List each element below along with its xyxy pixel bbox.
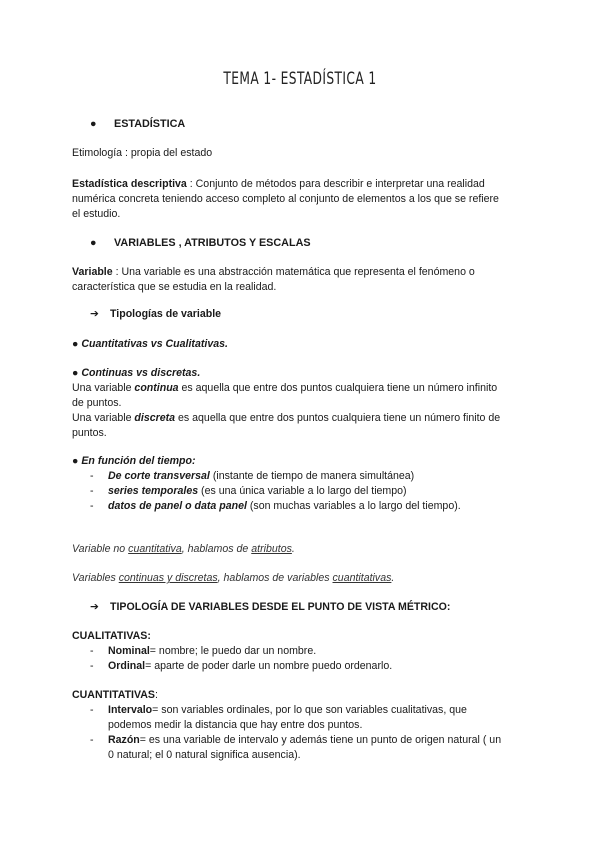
bullet-icon: ● — [90, 118, 97, 130]
term: Intervalo — [108, 704, 153, 716]
page-title: TEMA 1- ESTADÍSTICA 1 — [223, 69, 377, 89]
list-item — [72, 703, 532, 733]
subheading-tipologias — [90, 307, 550, 322]
definition-text: el estudio. — [72, 208, 121, 220]
dash-icon: - — [90, 645, 94, 657]
cuantitativas-list — [72, 703, 532, 763]
term: De corte transversal — [108, 470, 210, 482]
tiempo-list — [72, 469, 532, 514]
term: Razón — [108, 734, 140, 746]
definition-text: característica que se estudia en la realidad. — [72, 281, 277, 293]
text: , hablamos de variables — [217, 572, 333, 584]
list-item — [72, 644, 532, 659]
arrow-icon: ➔ — [90, 601, 99, 613]
term: datos de panel o data panel — [108, 500, 247, 512]
heading-text: ESTADÍSTICA — [114, 118, 186, 130]
note-cuantitativas — [72, 571, 532, 586]
text: de puntos. — [72, 397, 122, 409]
text: es aquella que entre dos puntos cualquiera tiene un número finito de — [175, 412, 501, 424]
section-heading-variables — [90, 236, 550, 251]
list-item — [72, 659, 532, 674]
term: Estadística descriptiva — [72, 178, 187, 190]
text: : — [154, 689, 158, 701]
text: (instante de tiempo de manera simultánea) — [209, 470, 415, 482]
definition-text: : Una variable es una abstracción matemática que representa el fenómeno o — [112, 266, 475, 278]
section-heading-estadistica — [90, 117, 550, 132]
dash-icon: - — [90, 734, 94, 746]
category-heading: CUANTITATIVAS — [72, 689, 155, 701]
text: Una variable — [72, 412, 135, 424]
subheading-metrico — [90, 600, 570, 615]
text: (son muchas variables a lo largo del tiempo). — [246, 500, 461, 512]
term: series temporales — [108, 485, 199, 497]
definition-descriptiva — [72, 177, 532, 222]
category-heading: CUALITATIVAS: — [72, 630, 151, 642]
etimologia-line: Etimología : propia del estado — [72, 147, 213, 159]
text: es aquella que entre dos puntos cualquiera tiene un número infinito — [178, 382, 498, 394]
term: discreta — [134, 412, 176, 424]
heading-text: Tipologías de variable — [110, 308, 222, 320]
continuas-vs-discretas — [72, 366, 532, 441]
dash-icon: - — [90, 704, 94, 716]
cuantitativas-section — [72, 688, 532, 763]
term: cuantitativas — [332, 572, 392, 584]
dash-icon: - — [90, 500, 94, 512]
cuantitativas-vs-cualitativas: ● Cuantitativas vs Cualitativas. — [72, 338, 228, 350]
cualitativas-section — [72, 629, 532, 674]
text: . — [291, 543, 295, 555]
heading-text: VARIABLES , ATRIBUTOS Y ESCALAS — [114, 237, 311, 249]
text: = nombre; le puedo dar un nombre. — [149, 645, 317, 657]
arrow-icon: ➔ — [90, 308, 99, 320]
definition-text: : Conjunto de métodos para describir e interpretar una realidad — [186, 178, 485, 190]
text: . — [391, 572, 395, 584]
dash-icon: - — [90, 470, 94, 482]
text: , hablamos de — [181, 543, 252, 555]
subtopic-heading: ● Continuas vs discretas. — [72, 367, 201, 379]
text: = es una variable de intervalo y además tiene un punto de origen natural ( un — [139, 734, 502, 746]
text: = son variables ordinales, por lo que son variables cualitativas, que — [152, 704, 467, 716]
list-item — [72, 733, 532, 763]
text: Variables — [72, 572, 119, 584]
text: 0 natural; el 0 natural significa ausencia). — [108, 749, 301, 761]
term: Ordinal — [108, 660, 146, 672]
text: = aparte de poder darle un nombre puedo ordenarlo. — [145, 660, 393, 672]
list-item — [72, 499, 532, 514]
list-item — [72, 469, 532, 484]
en-funcion-del-tiempo — [72, 454, 532, 514]
text: puntos. — [72, 427, 107, 439]
term: continua — [134, 382, 179, 394]
cualitativas-list — [72, 644, 532, 674]
text: Una variable — [72, 382, 135, 394]
text: podemos medir la distancia que hay entre dos puntos. — [108, 719, 363, 731]
text: (es una única variable a lo largo del tiempo) — [198, 485, 407, 497]
dash-icon: - — [90, 485, 94, 497]
term: Nominal — [108, 645, 150, 657]
definition-text: numérica concreta teniendo acceso completo al conjunto de elementos a los que se refiere — [72, 193, 499, 205]
note-atributos — [72, 542, 532, 557]
term: Variable — [72, 266, 113, 278]
text: Variable no — [72, 543, 129, 555]
list-item — [72, 484, 532, 499]
bullet-icon: ● — [90, 237, 97, 249]
subtopic-heading: ● En función del tiempo: — [72, 455, 196, 467]
term: atributos — [251, 543, 292, 555]
definition-variable — [72, 265, 532, 295]
dash-icon: - — [90, 660, 94, 672]
term: cuantitativa — [128, 543, 182, 555]
heading-text: TIPOLOGÍA DE VARIABLES DESDE EL PUNTO DE VISTA MÉTRICO: — [110, 601, 451, 613]
term: continuas y discretas — [118, 572, 218, 584]
